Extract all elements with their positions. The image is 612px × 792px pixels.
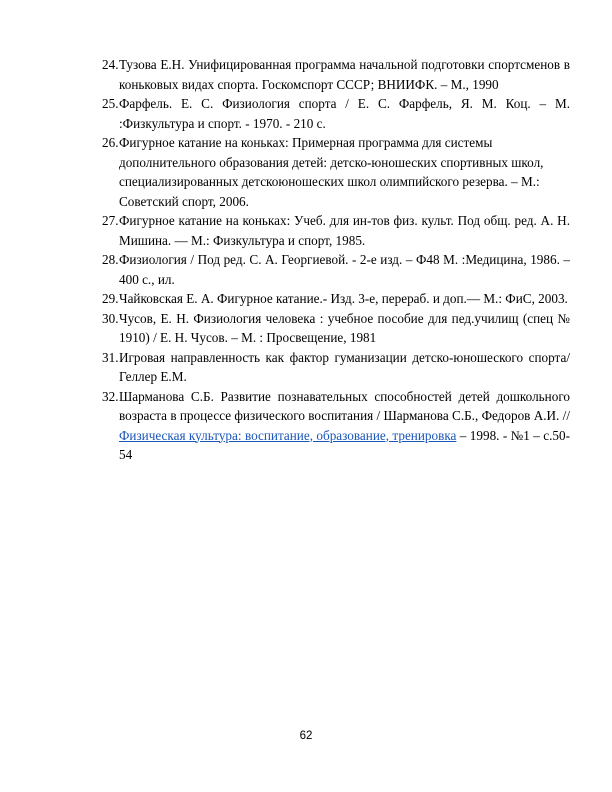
- reference-number: 27.: [102, 213, 119, 228]
- reference-number: 26.: [102, 135, 119, 150]
- reference-text: Чусов, Е. Н. Физиология человека : учебное пособие для пед.училищ (спец № 1910) / Е. Н. Чусов. – М. : Просвещение, 1981: [119, 310, 570, 345]
- page-number: 62: [299, 730, 313, 742]
- reference-text: Тузова Е.Н. Унифицированная программа начальной подготовки спортсменов в коньковых видах спорта. Госкомспорт СССР; ВНИИФК. – М., 1990: [119, 57, 570, 92]
- reference-number: 31.: [102, 349, 119, 365]
- reference-number: 32.: [102, 388, 119, 404]
- reference-item: [102, 250, 570, 289]
- reference-number: 28.: [102, 252, 119, 267]
- reference-text-after: – 1998. - №1 – с.50-54: [119, 427, 570, 462]
- reference-item: [102, 309, 570, 348]
- reference-number: 24.: [102, 57, 119, 72]
- reference-text: Чайковская Е. А. Фигурное катание.- Изд. 3-е, перераб. и доп.— М.: ФиС, 2003.: [119, 291, 568, 306]
- reference-item: [102, 133, 570, 211]
- reference-number: 30.: [102, 310, 119, 326]
- reference-text: Игровая направленность как фактор гуманизации детско-юношеского спорта/Геллер Е.М.: [119, 349, 570, 384]
- reference-number: 25.: [102, 96, 119, 111]
- reference-item: [102, 211, 570, 250]
- reference-text: Фарфель. Е. С. Физиология спорта / Е. С. Фарфель, Я. М. Коц. – М. :Физкультура и спорт. - 1970. - 210 с.: [119, 96, 570, 131]
- reference-text: Фигурное катание на коньках: Учеб. для ин-тов физ. культ. Под общ. ред. А. Н. Мишина. — М.: Физкультура и спорт, 1985.: [119, 213, 570, 248]
- reference-text: [119, 387, 570, 465]
- reference-item: [102, 348, 570, 387]
- reference-item: [102, 289, 570, 309]
- reference-item: [102, 94, 570, 133]
- reference-item: [102, 55, 570, 94]
- reference-list: [102, 55, 570, 465]
- reference-item: [102, 387, 570, 465]
- reference-text: Фигурное катание на коньках: Примерная программа для системы дополнительного образования детей: детско-юношеских спортивных школ, специализированных детскоюношеских школ олимпийского резерва. – М.: Советский спорт, 2006.: [119, 135, 544, 209]
- journal-link[interactable]: Физическая культура: воспитание, образование, тренировка: [119, 427, 457, 443]
- reference-number: 29.: [102, 291, 119, 306]
- reference-text-before: Шарманова С.Б. Развитие познавательных способностей детей дошкольного возраста в процессе физического воспитания / Шарманова С.Б., Федоров А.И. //: [119, 388, 570, 423]
- reference-text: Физиология / Под ред. С. А. Георгиевой. - 2-е изд. – Ф48 М. :Медицина, 1986. – 400 с., ил.: [119, 252, 570, 287]
